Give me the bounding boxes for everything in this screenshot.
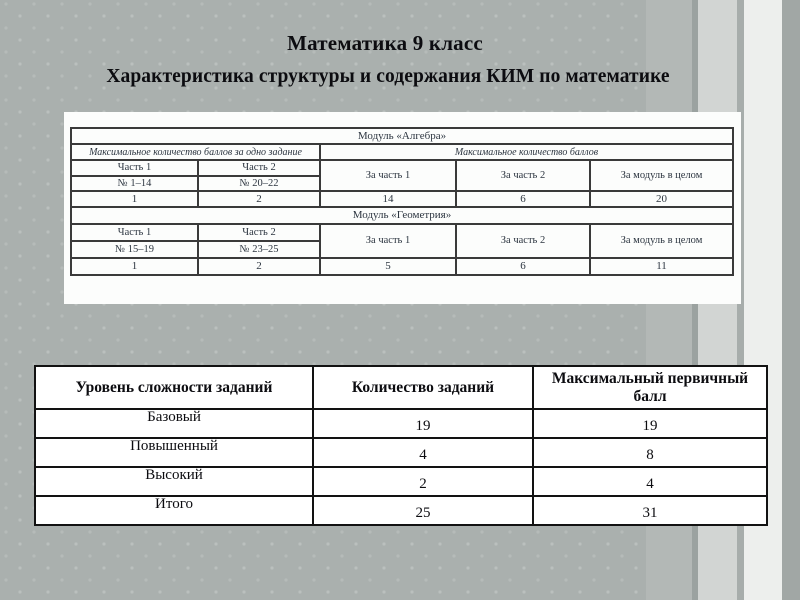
- col-group-max-points: Максимальное количество баллов: [320, 144, 733, 160]
- table-cell: Часть 2: [198, 160, 320, 176]
- table-row: [71, 207, 733, 224]
- table-cell: Итого: [35, 496, 313, 525]
- module-geometry-header: Модуль «Геометрия»: [71, 207, 733, 224]
- table-row: [71, 160, 733, 176]
- table-cell: № 15–19: [71, 241, 198, 258]
- table-cell: 31: [533, 496, 767, 525]
- col-group-per-task: Максимальное количество баллов за одно задание: [71, 144, 320, 160]
- modules-panel: [64, 112, 741, 304]
- table-cell: Часть 2: [198, 224, 320, 241]
- table-row: [35, 496, 767, 525]
- difficulty-table: [34, 365, 768, 526]
- table-cell: 11: [590, 258, 733, 275]
- table-cell: 4: [313, 438, 533, 467]
- table-cell: 25: [313, 496, 533, 525]
- table-row: [71, 224, 733, 241]
- table-row: [35, 409, 767, 438]
- table-cell: За часть 2: [456, 224, 590, 258]
- table-cell: За часть 1: [320, 224, 456, 258]
- slide-title: Математика 9 класс: [287, 31, 483, 55]
- table-cell: 19: [533, 409, 767, 438]
- header-difficulty-level: Уровень сложности заданий: [35, 366, 313, 409]
- table-cell: За часть 2: [456, 160, 590, 191]
- table-cell: 14: [320, 191, 456, 207]
- table-header-row: [35, 366, 767, 409]
- table-cell: 2: [313, 467, 533, 496]
- table-cell: 2: [198, 191, 320, 207]
- header-max-score: Максимальный первичный балл: [533, 366, 767, 409]
- table-cell: За модуль в целом: [590, 160, 733, 191]
- table-cell: 6: [456, 258, 590, 275]
- table-cell: За модуль в целом: [590, 224, 733, 258]
- table-cell: 20: [590, 191, 733, 207]
- table-cell: 19: [313, 409, 533, 438]
- modules-table: [70, 127, 734, 276]
- table-row: [71, 258, 733, 275]
- table-cell: Высокий: [35, 467, 313, 496]
- header-task-count: Количество заданий: [313, 366, 533, 409]
- table-row: [71, 191, 733, 207]
- background-stripe: [782, 0, 800, 600]
- table-row: [35, 438, 767, 467]
- table-cell: Повышенный: [35, 438, 313, 467]
- table-cell: Часть 1: [71, 160, 198, 176]
- module-algebra-header: Модуль «Алгебра»: [71, 128, 733, 144]
- table-cell: 6: [456, 191, 590, 207]
- table-cell: 1: [71, 258, 198, 275]
- table-cell: Часть 1: [71, 224, 198, 241]
- table-row: [71, 128, 733, 144]
- table-row: [71, 144, 733, 160]
- table-row: [35, 467, 767, 496]
- table-cell: № 23–25: [198, 241, 320, 258]
- table-cell: 5: [320, 258, 456, 275]
- table-cell: Базовый: [35, 409, 313, 438]
- table-cell: 2: [198, 258, 320, 275]
- table-cell: За часть 1: [320, 160, 456, 191]
- table-cell: 8: [533, 438, 767, 467]
- table-cell: 1: [71, 191, 198, 207]
- table-cell: 4: [533, 467, 767, 496]
- table-cell: № 20–22: [198, 176, 320, 191]
- table-cell: № 1–14: [71, 176, 198, 191]
- slide-subtitle: Характеристика структуры и содержания КИМ по математике: [106, 66, 670, 87]
